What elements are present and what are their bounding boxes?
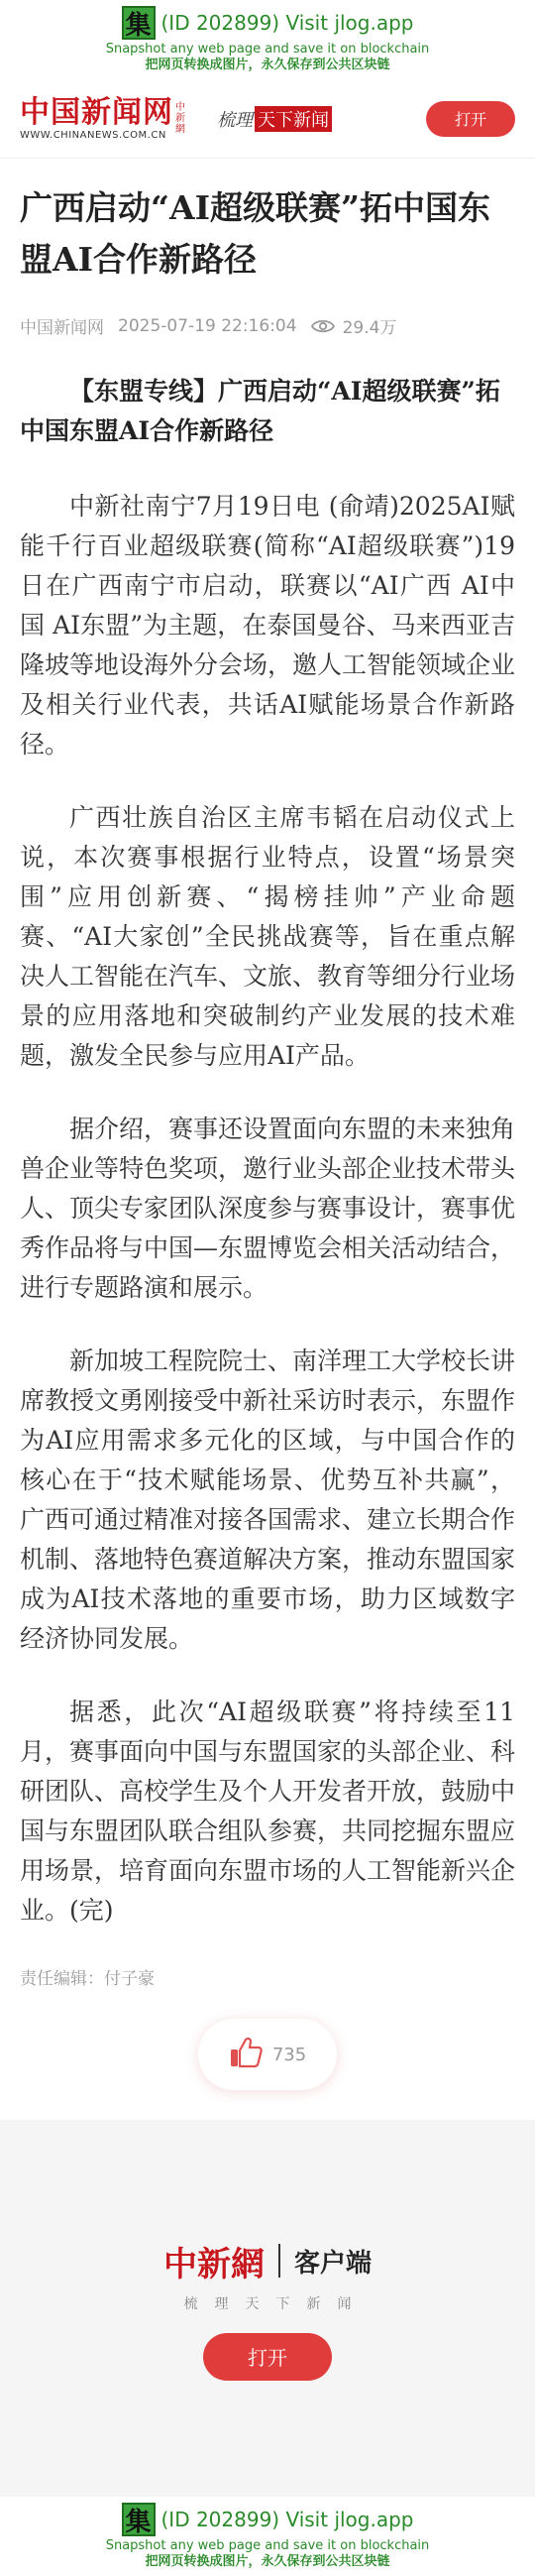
- logo-url: WWW.CHINANEWS.COM.CN: [20, 130, 166, 141]
- app-motto: 梳理天下新闻: [183, 2295, 369, 2312]
- jlog-link[interactable]: [122, 2503, 414, 2536]
- view-count: 29.4万: [342, 318, 397, 338]
- article-paragraph: 据介绍，赛事还设置面向东盟的未来独角兽企业等特色奖项，邀行业头部企业技术带头人、顶尖专家团队深度参与赛事设计，赛事优秀作品将与中国—东盟博览会相关活动结合，进行专题路演和展示。: [20, 1114, 516, 1302]
- app-open-button[interactable]: 打开: [203, 2333, 332, 2381]
- article-paragraph: 新加坡工程院院士、南洋理工大学校长讲席教授文勇刚接受中新社采访时表示，东盟作为AI应用需求多元化的区域，与中国合作的核心在于“技术赋能场景、优势互补共赢”，广西可通过精准对接各国需求、建立长期合作机制、落地特色赛道解决方案，推动东盟国家成为AI技术落地的重要市场，助力区域数字经济协同发展。: [20, 1347, 516, 1653]
- article-body: [0, 338, 535, 1931]
- app-logo-text: 中新網: [162, 2244, 265, 2284]
- thumbs-up-icon: [229, 2037, 263, 2073]
- site-logo[interactable]: [20, 96, 332, 141]
- article-meta: [0, 286, 535, 338]
- site-header: [0, 79, 535, 159]
- article-paragraph: 中新社南宁7月19日电 (俞靖)2025AI赋能千行百业超级联赛(简称“AI超级联赛”)19日在广西南宁市启动，联赛以“AI广西 AI中国 AI东盟”为主题，在泰国曼谷、马来西亚吉隆坡等地设海外分会场，邀人工智能领域企业及相关行业代表，共话AI赋能场景合作新路径。: [20, 492, 516, 759]
- article-paragraph: 据悉，此次“AI超级联赛”将持续至11月，赛事面向中国与东盟国家的头部企业、科研团队、高校学生及个人开发者开放，鼓励中国与东盟团队联合组队参赛，共同挖掘东盟应用场景，培育面向东盟市场的人工智能新兴企业。(完): [20, 1698, 516, 1925]
- slogan-red: 天下新闻: [255, 106, 332, 132]
- article-editor: 责任编辑：付子豪: [20, 1969, 155, 1989]
- jlog-icon: 集: [122, 6, 156, 40]
- logo-text: 中国新闻网: [20, 95, 173, 130]
- jlog-text: (ID 202899) Visit jlog.app: [160, 11, 414, 35]
- jlog-text: (ID 202899) Visit jlog.app: [160, 2508, 414, 2531]
- jlog-subtitle-en: Snapshot any web page and save it on blockchain: [105, 2538, 430, 2553]
- jlog-subtitle-cn: 把网页转换成图片，永久保存到公共区块链: [145, 58, 390, 72]
- jlog-icon: 集: [122, 2503, 156, 2536]
- logo-vertical-text: 中新網: [175, 102, 185, 135]
- article-datetime: 2025-07-19 22:16:04: [118, 315, 297, 336]
- open-app-button[interactable]: 打开: [426, 101, 515, 137]
- article-title: 广西启动“AI超级联赛”拓中国东盟AI合作新路径: [20, 188, 491, 279]
- jlog-banner-top[interactable]: [0, 0, 535, 79]
- jlog-link[interactable]: [122, 6, 414, 40]
- article-paragraph: 广西壮族自治区主席韦韬在启动仪式上说，本次赛事根据行业特点，设置“场景突围”应用创新赛、“揭榜挂帅”产业命题赛、“AI大家创”全民挑战赛等，旨在重点解决人工智能在汽车、文旅、教育等细分行业场景的应用落地和突破制约产业发展的技术难题，激发全民参与应用AI产品。: [20, 803, 516, 1070]
- app-logo-divider: [278, 2244, 280, 2278]
- app-logo: [163, 2237, 372, 2285]
- slogan-left: 梳理: [217, 109, 253, 131]
- jlog-banner-bottom[interactable]: [0, 2497, 535, 2576]
- like-area: [0, 2019, 535, 2090]
- jlog-subtitle-cn: 把网页转换成图片，永久保存到公共区块链: [145, 2554, 390, 2569]
- article-source: 中国新闻网: [20, 318, 104, 338]
- slogan: [217, 106, 332, 132]
- app-download-block: [0, 2120, 535, 2497]
- app-client-label: 客户端: [293, 2248, 372, 2279]
- eye-icon: [311, 317, 335, 335]
- jlog-subtitle-en: Snapshot any web page and save it on blockchain: [105, 42, 430, 57]
- article-lead: 【东盟专线】广西启动“AI超级联赛”拓中国东盟AI合作新路径: [20, 377, 500, 445]
- like-button[interactable]: [198, 2019, 337, 2090]
- like-count: 735: [271, 2044, 307, 2065]
